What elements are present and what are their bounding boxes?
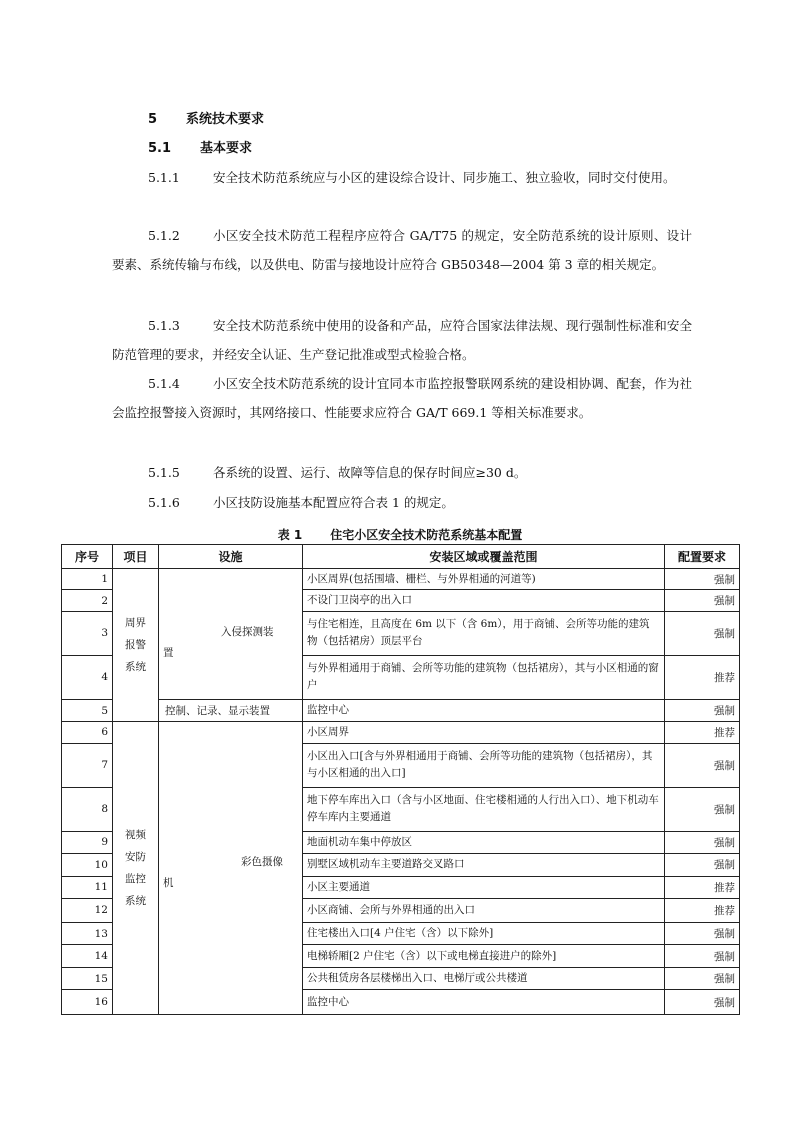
row-area: 与外界相通用于商铺、会所等功能的建筑物（包括裙房），其与小区相通的窗户 — [303, 655, 665, 699]
row-index: 4 — [62, 655, 113, 699]
row-area: 地面机动车集中停放区 — [303, 831, 665, 854]
row-requirement: 强制 — [665, 787, 740, 831]
clause-text: 小区安全技术防范工程程序应符合 GA/T75 的规定，安全防范系统的设计原则、设计要素、系统传输与布线，以及供电、防雷与接地设计应符合 GB50348—2004 第 3 章的相关规定。 — [112, 228, 692, 272]
section-heading — [148, 108, 264, 127]
facility-label-part: 机 — [163, 877, 174, 889]
clause-number: 5.1.1 — [148, 170, 180, 185]
row-index: 12 — [62, 899, 113, 923]
row-area: 小区出入口[含与外界相通用于商铺、会所等功能的建筑物（包括裙房），其与小区相通的出入口] — [303, 743, 665, 787]
row-requirement: 强制 — [665, 569, 740, 590]
row-index: 14 — [62, 945, 113, 968]
clause-text: 小区技防设施基本配置应符合表 1 的规定。 — [213, 495, 454, 510]
facility-label-part: 置 — [163, 647, 174, 659]
item-line: 安防 — [125, 851, 146, 863]
row-area: 别墅区域机动车主要道路交叉路口 — [303, 854, 665, 877]
clause — [112, 369, 692, 427]
clause-text: 安全技术防范系统应与小区的建设综合设计、同步施工、独立验收，同时交付使用。 — [213, 170, 676, 185]
clause — [112, 488, 692, 517]
clause — [112, 221, 692, 279]
row-area: 住宅楼出入口[4 户住宅（含）以下除外] — [303, 922, 665, 945]
row-area: 小区周界(包括围墙、栅栏、与外界相通的河道等) — [303, 569, 665, 590]
table-row — [62, 569, 740, 590]
row-index: 15 — [62, 967, 113, 990]
row-requirement: 推荐 — [665, 876, 740, 899]
clause-number: 5.1.6 — [148, 495, 180, 510]
row-area: 小区商铺、会所与外界相通的出入口 — [303, 899, 665, 923]
header-item: 项目 — [113, 545, 159, 569]
config-table — [61, 544, 740, 1015]
facility-control-display: 控制、记录、显示装置 — [159, 700, 303, 722]
row-requirement: 强制 — [665, 854, 740, 877]
row-requirement: 推荐 — [665, 899, 740, 923]
row-index: 13 — [62, 922, 113, 945]
row-index: 3 — [62, 612, 113, 655]
row-area: 小区主要通道 — [303, 876, 665, 899]
row-area: 监控中心 — [303, 700, 665, 722]
clause-number: 5.1.4 — [148, 376, 180, 391]
clause — [112, 458, 692, 487]
facility-label-part: 彩色摄像 — [241, 856, 283, 868]
subsection-heading — [148, 137, 252, 156]
row-requirement: 强制 — [665, 945, 740, 968]
item-line: 视频 — [125, 829, 146, 841]
row-requirement: 推荐 — [665, 655, 740, 699]
clause-text: 小区安全技术防范系统的设计宜同本市监控报警联网系统的建设相协调、配套，作为社会监控报警接入资源时，其网络接口、性能要求应符合 GA/T 669.1 等相关标准要求。 — [112, 376, 692, 420]
row-requirement: 强制 — [665, 990, 740, 1015]
row-index: 9 — [62, 831, 113, 854]
row-index: 8 — [62, 787, 113, 831]
table-caption — [0, 526, 800, 543]
item-line: 监控 — [125, 873, 146, 885]
subsection-number: 5.1 — [148, 141, 172, 156]
row-requirement: 推荐 — [665, 722, 740, 744]
row-index: 16 — [62, 990, 113, 1015]
row-requirement: 强制 — [665, 831, 740, 854]
clause-number: 5.1.5 — [148, 465, 180, 480]
clause-number: 5.1.2 — [148, 228, 180, 243]
row-area: 监控中心 — [303, 990, 665, 1015]
table-caption-label: 表 1 — [277, 528, 303, 542]
clause-text: 安全技术防范系统中使用的设备和产品，应符合国家法律法规、现行强制性标准和安全防范管理的要求，并经安全认证、生产登记批准或型式检验合格。 — [112, 318, 692, 362]
row-requirement: 强制 — [665, 743, 740, 787]
facility-intrusion-detector — [159, 569, 303, 700]
facility-color-camera — [159, 722, 303, 1015]
row-area: 电梯轿厢[2 户住宅（含）以下或电梯直接进户的除外] — [303, 945, 665, 968]
row-area: 公共租赁房各层楼梯出入口、电梯厅或公共楼道 — [303, 967, 665, 990]
item-line: 系统 — [125, 895, 146, 907]
item-line: 系统 — [125, 661, 146, 673]
row-area: 不设门卫岗亭的出入口 — [303, 590, 665, 612]
row-area: 与住宅相连，且高度在 6m 以下（含 6m），用于商铺、会所等功能的建筑物（包括裙房）顶层平台 — [303, 612, 665, 655]
table-caption-title: 住宅小区安全技术防范系统基本配置 — [330, 528, 523, 542]
clause-text: 各系统的设置、运行、故障等信息的保存时间应≥30 d。 — [213, 465, 527, 480]
header-facility: 设施 — [159, 545, 303, 569]
row-area: 地下停车库出入口（含与小区地面、住宅楼相通的人行出入口）、地下机动车停车库内主要通道 — [303, 787, 665, 831]
row-requirement: 强制 — [665, 967, 740, 990]
row-index: 2 — [62, 590, 113, 612]
row-index: 7 — [62, 743, 113, 787]
facility-label-part: 入侵探测装 — [221, 626, 274, 638]
item-line: 周界 — [125, 617, 146, 629]
table-header-row — [62, 545, 740, 569]
section-title: 系统技术要求 — [186, 112, 265, 127]
section-number: 5 — [148, 112, 158, 127]
table-row — [62, 700, 740, 722]
row-requirement: 强制 — [665, 922, 740, 945]
row-index: 10 — [62, 854, 113, 877]
row-requirement: 强制 — [665, 590, 740, 612]
item-video-surveillance — [113, 722, 159, 1015]
header-area: 安装区域或覆盖范围 — [303, 545, 665, 569]
clause — [112, 311, 692, 369]
row-index: 11 — [62, 876, 113, 899]
row-index: 5 — [62, 700, 113, 722]
row-index: 6 — [62, 722, 113, 744]
table-row — [62, 722, 740, 744]
header-index: 序号 — [62, 545, 113, 569]
row-area: 小区周界 — [303, 722, 665, 744]
subsection-title: 基本要求 — [200, 141, 253, 156]
row-requirement: 强制 — [665, 700, 740, 722]
row-requirement: 强制 — [665, 612, 740, 655]
clause-number: 5.1.3 — [148, 318, 180, 333]
item-perimeter-alarm — [113, 569, 159, 722]
clause — [112, 163, 692, 192]
item-line: 报警 — [125, 639, 146, 651]
row-index: 1 — [62, 569, 113, 590]
header-requirement: 配置要求 — [665, 545, 740, 569]
